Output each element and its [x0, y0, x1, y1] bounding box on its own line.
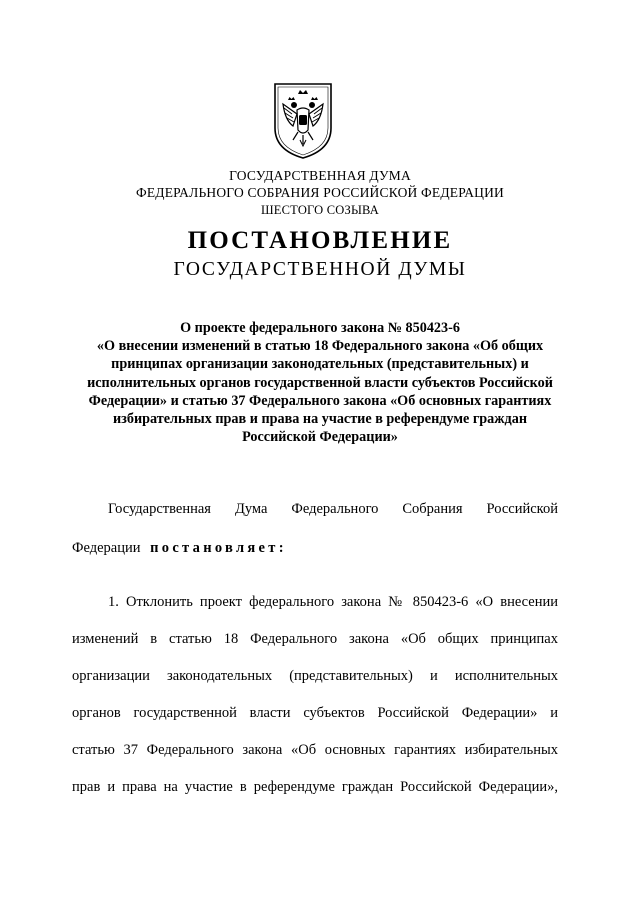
clause-line: 1. Отклонить проект федерального закона № 850423-6 «О внесении: [108, 594, 558, 610]
subject-line: избирательных прав и права на участие в референдуме граждан: [112, 411, 527, 428]
subject-line: «О внесении изменений в статью 18 Федерального закона «Об общих: [96, 338, 544, 355]
clause-line: прав и права на участие в референдуме граждан Российской Федерации»,: [72, 779, 558, 795]
clause-line: изменений в статью 18 Федерального закона «Об общих принципах: [72, 631, 558, 647]
subject-line: исполнительных органов государственной власти субъектов Российской: [87, 374, 553, 391]
subject-line: Российской Федерации»: [242, 429, 398, 446]
preamble-line-1: Государственная Дума Федерального Собрания Российской: [108, 501, 558, 517]
coat-of-arms-icon: [271, 80, 335, 160]
org-line-1: ГОСУДАРСТВЕННАЯ ДУМА: [229, 168, 411, 183]
document-subject: [60, 319, 580, 446]
clause-line: статью 37 Федерального закона «Об основных гарантиях избирательных: [72, 742, 558, 758]
resolves-word: постановляет:: [150, 540, 287, 556]
document-type-title: ПОСТАНОВЛЕНИЕ: [187, 227, 453, 254]
preamble-start: Федерации: [72, 540, 141, 556]
clause-line: органов государственной власти субъектов Российской Федерации» и: [72, 705, 558, 721]
clause-line: организации законодательных (представительных) и исполнительных: [72, 668, 558, 684]
org-line-2: ФЕДЕРАЛЬНОГО СОБРАНИЯ РОССИЙСКОЙ ФЕДЕРАЦИИ: [136, 185, 504, 200]
clause-1: [72, 593, 558, 815]
subject-line: Федерации» и статью 37 Федерального закона «Об основных гарантиях: [88, 392, 552, 409]
subject-line: принципах организации законодательных (представительных) и: [111, 356, 529, 373]
subject-line: О проекте федерального закона № 850423-6: [180, 320, 460, 336]
convocation-line: ШЕСТОГО СОЗЫВА: [260, 203, 380, 217]
preamble-line-2: [72, 539, 558, 557]
document-issuer-title: ГОСУДАРСТВЕННОЙ ДУМЫ: [173, 259, 467, 280]
